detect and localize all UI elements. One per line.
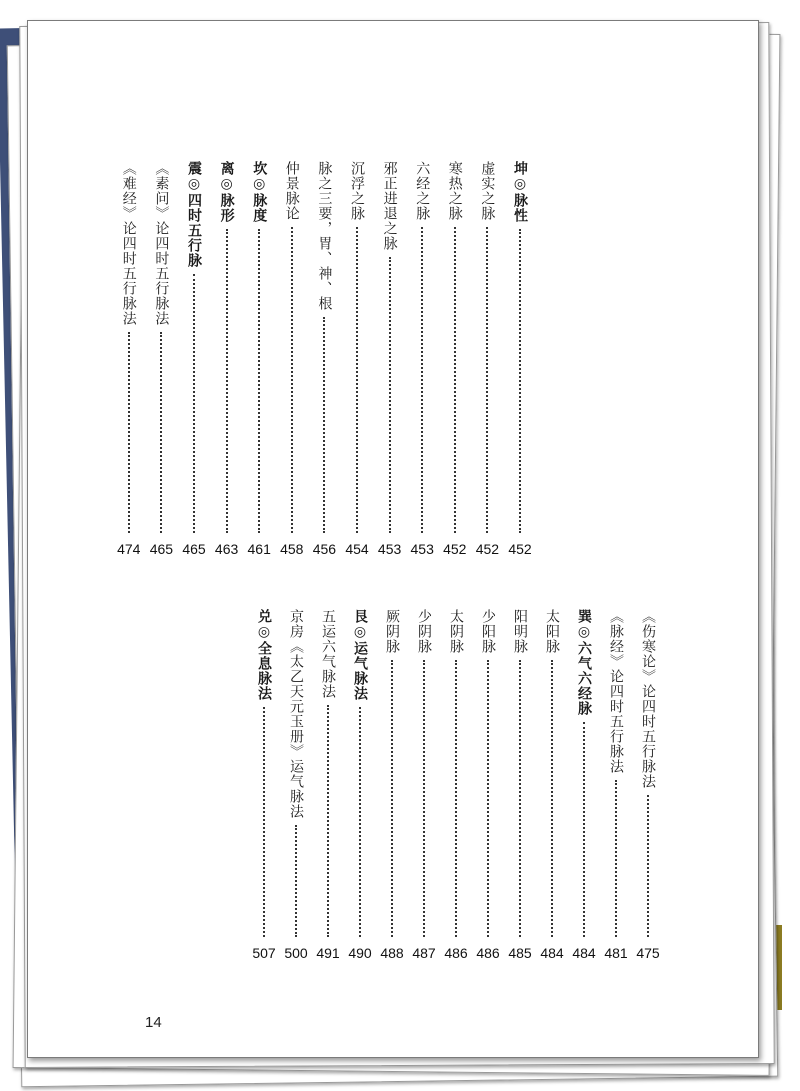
toc-entry-page: 452 xyxy=(508,541,532,557)
toc-entry[interactable] xyxy=(117,161,141,557)
toc-entry[interactable] xyxy=(345,161,369,557)
toc-entry-page: 458 xyxy=(280,541,304,557)
leader-dots xyxy=(160,332,162,533)
leader-dots xyxy=(226,229,228,533)
toc-entry-title: 六经之脉 xyxy=(414,161,431,221)
toc-entry[interactable] xyxy=(348,609,372,961)
toc-entry-page: 454 xyxy=(345,541,369,557)
toc-entry[interactable] xyxy=(252,609,276,961)
page-number: 14 xyxy=(145,1014,162,1031)
toc-entry-page: 486 xyxy=(476,945,500,961)
toc-entry-title: 太阴脉 xyxy=(448,609,464,654)
toc-entry-page: 453 xyxy=(377,541,402,557)
toc-entry-title: 虚实之脉 xyxy=(479,161,496,221)
toc-entry-page: 484 xyxy=(540,945,564,961)
toc-entry[interactable] xyxy=(312,161,336,557)
toc-entry[interactable] xyxy=(444,609,468,961)
toc-entry-page: 452 xyxy=(443,541,467,557)
leader-dots xyxy=(454,227,456,533)
toc-entry-title: 太阳脉 xyxy=(544,609,560,654)
toc-entry-page: 484 xyxy=(572,945,596,961)
leader-dots xyxy=(258,229,260,533)
leader-dots xyxy=(551,660,553,937)
toc-entry-title: 《伤寒论》论四时五行脉法 xyxy=(640,609,656,789)
leader-dots xyxy=(615,780,617,937)
leader-dots xyxy=(487,660,489,937)
toc-entry-title: 《素问》论四时五行脉法 xyxy=(153,161,170,326)
toc-entry-title: 邪正进退之脉 xyxy=(381,161,398,251)
leader-dots xyxy=(291,227,293,533)
leader-dots xyxy=(323,317,325,533)
toc-entry-page: 490 xyxy=(348,945,372,961)
toc-entry-page: 474 xyxy=(117,541,141,557)
toc-entry[interactable] xyxy=(247,161,271,557)
leader-dots xyxy=(295,825,297,937)
toc-entry-title: 艮◎运气脉法 xyxy=(352,609,368,701)
toc-entry[interactable] xyxy=(636,609,660,961)
toc-entry-title: 脉之三要，胃、神、根 xyxy=(316,161,333,311)
toc-entry-page: 456 xyxy=(312,541,337,557)
toc-page xyxy=(27,20,759,1058)
leader-dots xyxy=(193,274,195,533)
leader-dots xyxy=(423,660,425,937)
toc-entry[interactable] xyxy=(475,161,499,557)
toc-entry-page: 487 xyxy=(412,945,436,961)
toc-entry[interactable] xyxy=(280,161,304,557)
toc-entry[interactable] xyxy=(572,609,596,961)
leader-dots xyxy=(356,227,358,533)
toc-entry-page: 452 xyxy=(475,541,500,557)
toc-entry-title: 巽◎六气六经脉 xyxy=(576,609,592,716)
leader-dots xyxy=(583,722,585,937)
toc-entry[interactable] xyxy=(508,609,532,961)
toc-entry[interactable] xyxy=(316,609,340,961)
toc-entry[interactable] xyxy=(149,161,173,557)
toc-entry-page: 486 xyxy=(444,945,468,961)
toc-entry-title: 兑◎全息脉法 xyxy=(256,609,272,701)
toc-entry[interactable] xyxy=(215,161,239,557)
toc-entry-title: 仲景脉论 xyxy=(283,161,300,221)
toc-entry-page: 465 xyxy=(182,541,206,557)
toc-entry-title: 震◎四时五行脉 xyxy=(186,161,202,268)
toc-entry-page: 453 xyxy=(410,541,434,557)
toc-entry-page: 500 xyxy=(284,945,308,961)
toc-entry[interactable] xyxy=(443,161,467,557)
leader-dots xyxy=(128,332,130,533)
toc-entry-page: 463 xyxy=(214,541,239,557)
toc-entry-page: 481 xyxy=(604,945,628,961)
toc-entry[interactable] xyxy=(508,161,532,557)
leader-dots xyxy=(327,705,329,937)
toc-entry-title: 京房《太乙天元玉册》运气脉法 xyxy=(288,609,304,819)
leader-dots xyxy=(391,660,393,937)
toc-entry[interactable] xyxy=(284,609,308,961)
toc-entry-page: 465 xyxy=(149,541,174,557)
toc-entry-title: 《脉经》论四时五行脉法 xyxy=(608,609,624,774)
toc-entry[interactable] xyxy=(476,609,500,961)
toc-entry[interactable] xyxy=(410,161,434,557)
toc-entry[interactable] xyxy=(380,609,404,961)
toc-entry[interactable] xyxy=(412,609,436,961)
toc-entry-title: 沉浮之脉 xyxy=(349,161,365,221)
leader-dots xyxy=(263,707,265,937)
leader-dots xyxy=(647,795,649,937)
toc-entry[interactable] xyxy=(604,609,628,961)
toc-entry[interactable] xyxy=(540,609,564,961)
toc-entry-title: 《难经》论四时五行脉法 xyxy=(120,161,137,326)
toc-entry-title: 厥阴脉 xyxy=(384,609,400,654)
toc-entry-title: 阳明脉 xyxy=(512,609,528,654)
leader-dots xyxy=(486,227,488,533)
leader-dots xyxy=(389,257,391,533)
toc-entry-title: 少阴脉 xyxy=(416,609,432,654)
toc-entry-title: 坤◎脉性 xyxy=(512,161,528,223)
toc-entry-page: 491 xyxy=(316,945,340,961)
toc-entry-title: 离◎脉形 xyxy=(218,161,235,223)
toc-entry[interactable] xyxy=(182,161,206,557)
toc-entry-title: 少阳脉 xyxy=(480,609,496,654)
toc-entry[interactable] xyxy=(378,161,402,557)
leader-dots xyxy=(359,707,361,937)
toc-entry-title: 坎◎脉度 xyxy=(251,161,268,223)
toc-entry-page: 475 xyxy=(636,945,660,961)
toc-entry-title: 寒热之脉 xyxy=(446,161,463,221)
leader-dots xyxy=(421,227,423,533)
toc-entry-page: 507 xyxy=(252,945,276,961)
toc-entry-page: 461 xyxy=(247,541,271,557)
toc-entry-title: 五运六气脉法 xyxy=(320,609,336,699)
toc-entry-page: 485 xyxy=(508,945,532,961)
leader-dots xyxy=(519,660,521,937)
toc-entry-page: 488 xyxy=(380,945,404,961)
leader-dots xyxy=(519,229,521,533)
leader-dots xyxy=(455,660,457,937)
